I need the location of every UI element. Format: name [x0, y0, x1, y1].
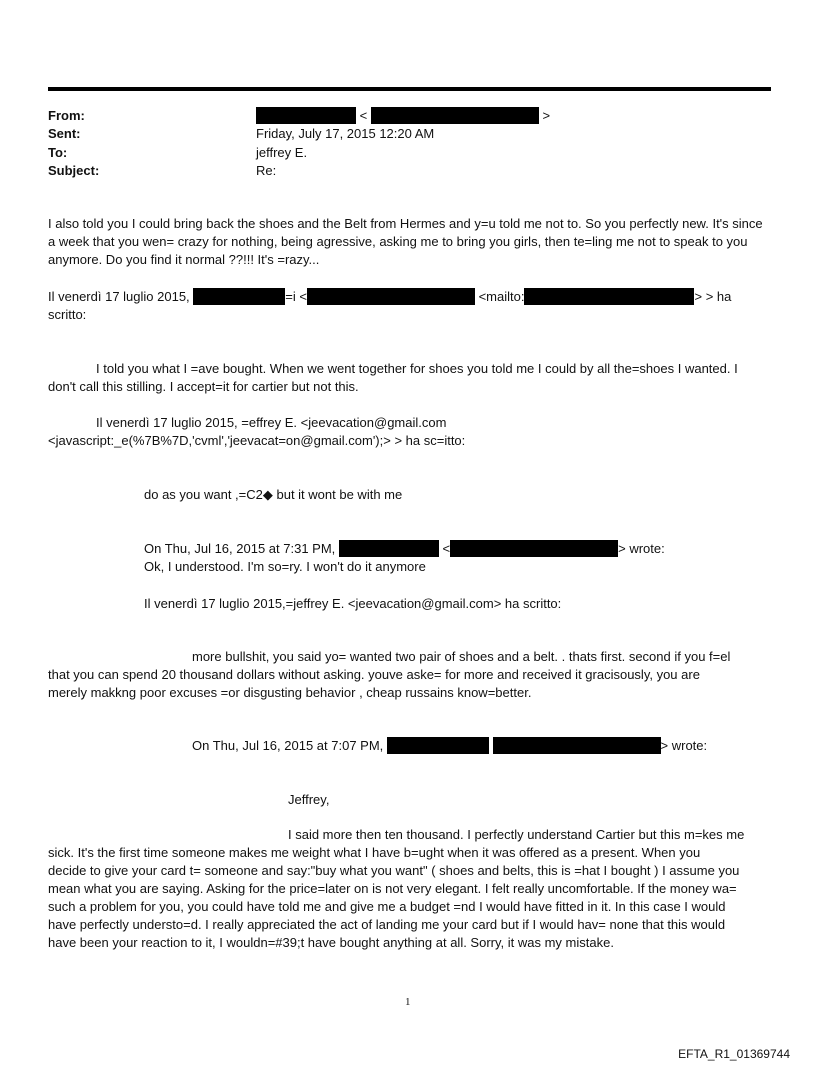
quote-text: Il venerdì 17 luglio 2015, [48, 289, 190, 304]
quote-header-3 [144, 540, 665, 558]
redaction-block [256, 107, 356, 124]
body-paragraph-7b: sick. It's the first time someone makes me weight what I have b=ught when it was offered as a present. When you [48, 845, 701, 860]
quote-header-1-cont: scritto: [48, 307, 87, 322]
sent-value: Friday, July 17, 2015 12:20 AM [256, 126, 435, 141]
subject-value: Re: [256, 163, 277, 178]
body-paragraph-7a: I said more then ten thousand. I perfectly understand Cartier but this m=kes me [288, 827, 745, 842]
from-gt: > [542, 108, 551, 123]
quote-text: > wrote: [660, 738, 708, 753]
body-paragraph-3: do as you want ,=C2◆ but it wont be with me [144, 487, 403, 502]
quote-text: On Thu, Jul 16, 2015 at 7:31 PM, [144, 541, 336, 556]
to-value: jeffrey E. [256, 145, 308, 160]
quote-text: > wrote: [618, 541, 665, 556]
document-id-footer: EFTA_R1_01369744 [678, 1047, 790, 1061]
sent-label: Sent: [48, 126, 81, 141]
body-paragraph-7f: have perfectly understo=d. I really appreciated the act of landing me your card but if I would hav= none that this would [48, 917, 726, 932]
body-paragraph-5b: that you can spend 20 thousand dollars without asking. youve aske= for more and received it gracisously, you are [48, 667, 700, 682]
redaction-block [387, 737, 489, 754]
body-paragraph-5c: merely makkng poor excuses =or disgusting behavior , cheap russains know=better. [48, 685, 532, 700]
quote-header-1 [48, 288, 731, 306]
redaction-block [339, 540, 439, 557]
body-paragraph-6: Jeffrey, [288, 792, 330, 807]
body-paragraph-4: Ok, I understood. I'm so=ry. I won't do it anymore [144, 559, 426, 574]
body-paragraph-1: I also told you I could bring back the shoes and the Belt from Hermes and y=u told me not to. So you perfectly new. It's since a week that you wen= crazy for nothing, being agressive, asking me to bring you girls, then te=ling me not to speak to you anymore. Do you find it normal ??!!! It's =razy... [48, 216, 763, 267]
quote-header-4: Il venerdì 17 luglio 2015,=jeffrey E. <jeevacation@gmail.com> ha scritto: [144, 596, 562, 611]
redaction-block [193, 288, 285, 305]
body-paragraph-2a: I told you what I =ave bought. When we went together for shoes you told me I could by all the=shoes I wanted. I [96, 361, 738, 376]
quote-text: <mailto: [478, 289, 525, 304]
quote-header-5 [192, 737, 707, 755]
quote-text: > > ha [694, 289, 732, 304]
from-lt: < [359, 108, 368, 123]
quote-header-2b: <javascript:_e(%7B%7D,'cvml','jeevacat=on@gmail.com');> > ha sc=itto: [48, 433, 466, 448]
body-paragraph-7d: mean what you are saying. Asking for the price=later on is not very elegant. I felt really uncomfortable. If the money wa= [48, 881, 737, 896]
redaction-block [493, 737, 661, 754]
subject-label: Subject: [48, 163, 100, 178]
redaction-block [450, 540, 618, 557]
from-label: From: [48, 108, 85, 123]
quote-text: On Thu, Jul 16, 2015 at 7:07 PM, [192, 738, 384, 753]
header-divider [48, 87, 771, 91]
body-paragraph-7g: have been your reaction to it, I wouldn=#39;t have bought anything at all. Sorry, it was my mistake. [48, 935, 614, 950]
to-label: To: [48, 145, 68, 160]
redaction-block [371, 107, 539, 124]
redaction-block [307, 288, 475, 305]
body-paragraph-5a: more bullshit, you said yo= wanted two pair of shoes and a belt. . thats first. second if you f=el [192, 649, 731, 664]
quote-text: =i < [285, 289, 307, 304]
body-paragraph-7e: such a problem for you, you could have told me and give me a budget =nd I would have fitted in it. In this case I would [48, 899, 726, 914]
quote-header-2a: Il venerdì 17 luglio 2015, =effrey E. <jeevacation@gmail.com [96, 415, 447, 430]
body-paragraph-2b: don't call this stilling. I accept=it for cartier but not this. [48, 379, 359, 394]
redaction-block [524, 288, 694, 305]
body-paragraph-7c: decide to give your card t= someone and say:"buy what you want" ( shoes and belts, this is =hat I bought ) I assume you [48, 863, 740, 878]
quote-text: < [442, 541, 451, 556]
from-value [256, 107, 550, 125]
page-number: 1 [405, 996, 411, 1008]
